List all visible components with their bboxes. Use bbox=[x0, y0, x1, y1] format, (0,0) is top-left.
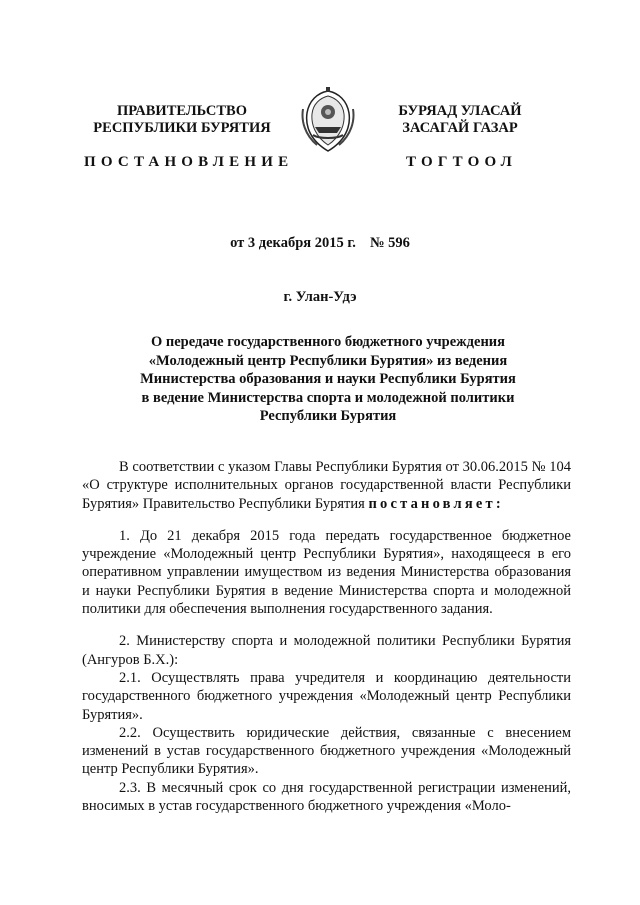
title-line: Республики Бурятия bbox=[259, 408, 397, 424]
document-body bbox=[82, 458, 571, 815]
header-left-line2: РЕСПУБЛИКИ БУРЯТИЯ bbox=[93, 120, 271, 136]
paragraph-2-2: 2.2. Осуществить юридические действия, связанные с внесением изменений в устав государственного бюджетного учреждения «Молодежный центр Республики Бурятия». bbox=[82, 724, 571, 778]
title-line: Министерства образования и науки Республики Бурятия bbox=[140, 371, 516, 387]
document-city: г. Улан-Удэ bbox=[283, 289, 357, 305]
document-kind-russian: ПОСТАНОВЛЕНИЕ bbox=[84, 154, 294, 170]
header-right-line2: ЗАСАГАЙ ГАЗАР bbox=[402, 120, 518, 136]
title-line: в ведение Министерства спорта и молодежной политики bbox=[141, 389, 515, 406]
resolution-keyword: постановляет: bbox=[368, 495, 504, 512]
document-kind-buryat: ТОГТООЛ bbox=[406, 154, 517, 170]
document-title bbox=[110, 333, 546, 426]
header-right-line1: БУРЯАД УЛАСАЙ bbox=[398, 103, 522, 119]
preamble-paragraph bbox=[82, 458, 571, 513]
title-line: О передаче государственного бюджетного учреждения bbox=[150, 334, 506, 350]
header-left-line1: ПРАВИТЕЛЬСТВО bbox=[117, 103, 247, 119]
document-number: № 596 bbox=[369, 235, 410, 251]
coat-of-arms-icon bbox=[297, 87, 359, 155]
title-line: «Молодежный центр Республики Бурятия» из ведения bbox=[148, 352, 508, 369]
paragraph-2: 2. Министерству спорта и молодежной политики Республики Бурятия (Ангуров Б.Х.): bbox=[82, 633, 571, 668]
document-date-number bbox=[0, 235, 640, 252]
document-date: от 3 декабря 2015 г. bbox=[230, 235, 356, 251]
government-name-russian bbox=[82, 103, 282, 137]
paragraph-2-3: 2.3. В месячный срок со дня государственной регистрации изменений, вносимых в устав государственного бюджетного учреждения «Моло- bbox=[82, 779, 571, 815]
preamble-text: В соответствии с указом Главы Республики Бурятия от 30.06.2015 № 104 «О структуре исполнительных органов государственной власти Республики Бурятия» Правительство Республики Бурятия bbox=[82, 459, 571, 512]
paragraph-2-1: 2.1. Осуществлять права учредителя и координацию деятельности государственного бюджетного учреждения «Молодежный центр Республики Бурятия». bbox=[82, 669, 571, 723]
paragraph-1: 1. До 21 декабря 2015 года передать государственное бюджетное учреждение «Молодежный центр Республики Бурятия», находящееся в его оперативном управлении имуществом из ведения Министерства образования и науки Республики Бурятия в ведение Министерства спорта и молодежной политики для обеспечения выполнения государственного задания. bbox=[82, 527, 571, 618]
government-name-buryat bbox=[360, 103, 560, 137]
